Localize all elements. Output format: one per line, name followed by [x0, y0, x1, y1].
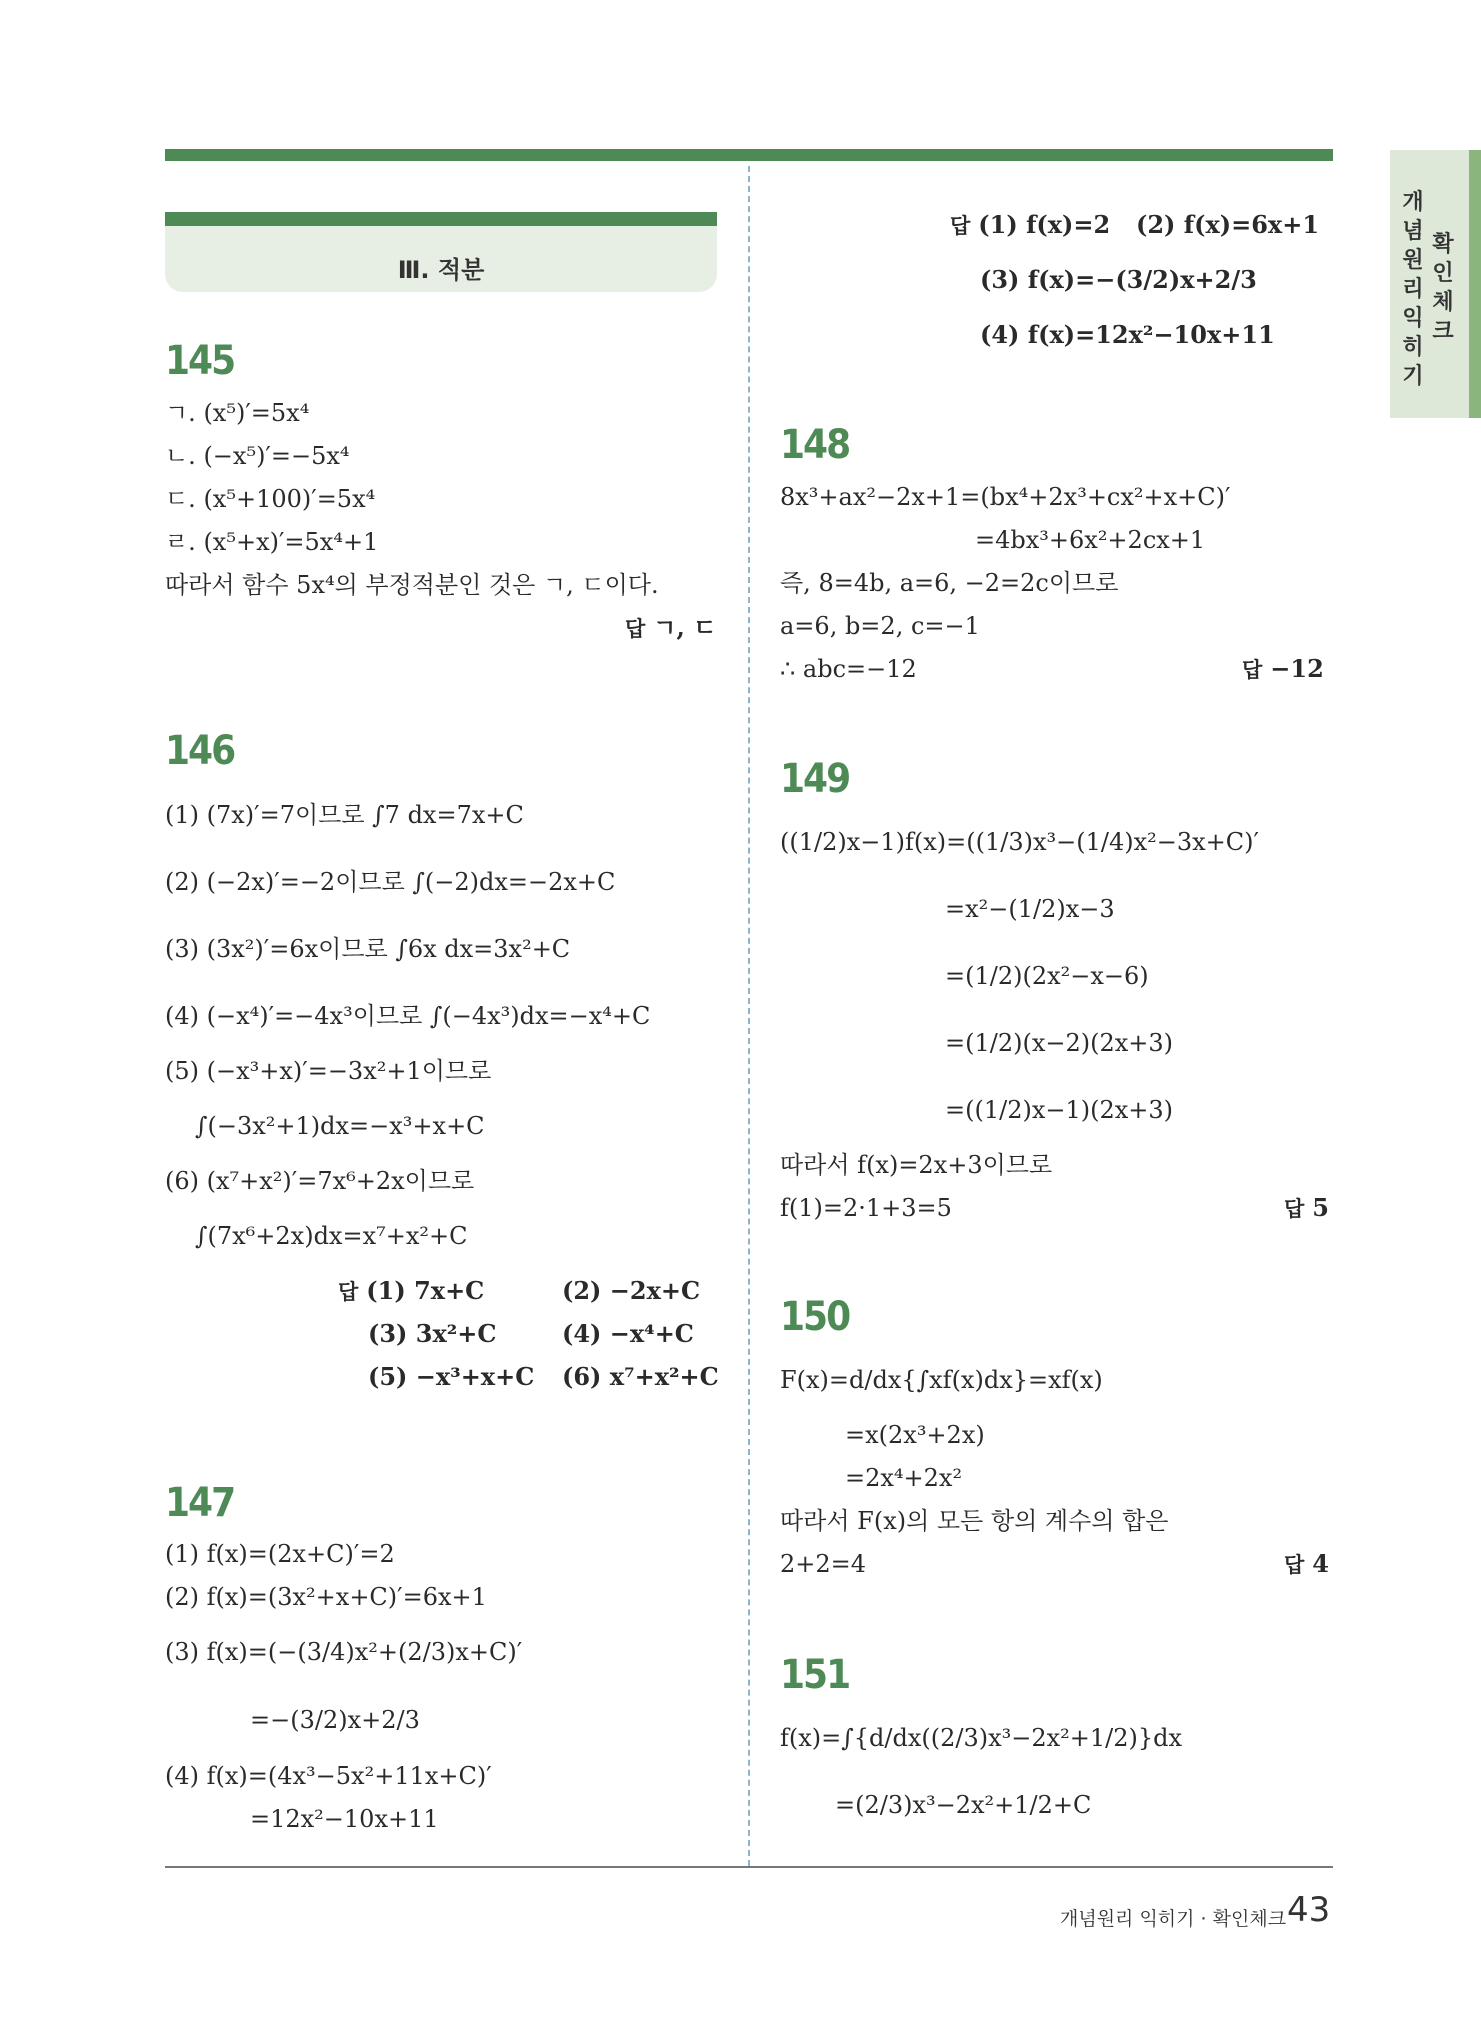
solution-line: f(1)=2·1+3=5 — [780, 1194, 952, 1222]
problem-number: 150 — [780, 1294, 850, 1340]
answer-label: 답 — [1284, 1197, 1305, 1221]
side-tab — [1390, 150, 1481, 418]
answer — [338, 1276, 484, 1307]
solution-line: 즉, 8=4b, a=6, −2=2c이므로 — [780, 569, 1119, 597]
answer-value: (3) f(x)=−(3/2)x+2/3 — [980, 265, 1257, 294]
answer-value: (5) −x³+x+C — [368, 1362, 535, 1391]
solution-line: =12x²−10x+11 — [250, 1805, 439, 1833]
answer-label: 답 — [625, 617, 646, 641]
solution-line: =4bx³+6x²+2cx+1 — [975, 526, 1206, 554]
side-char: 리 — [1402, 277, 1424, 302]
answer-label: 답 — [1284, 1553, 1305, 1577]
solution-line: 8x³+ax²−2x+1=(bx⁴+2x³+cx²+x+C)′ — [780, 483, 1231, 511]
answer-value: 5 — [1312, 1193, 1329, 1222]
answer-value: (1) 7x+C — [366, 1276, 485, 1305]
solution-line: 2+2=4 — [780, 1550, 867, 1578]
answer-value: ㄱ, ㄷ — [653, 613, 717, 642]
solution-line: ∴ abc=−12 — [780, 655, 917, 683]
side-tab-col1 — [1400, 188, 1426, 391]
solution-line: ∫(−3x²+1)dx=−x³+x+C — [195, 1112, 485, 1140]
side-char: 익 — [1402, 306, 1424, 331]
problem-number: 146 — [165, 728, 235, 774]
answer-value: 4 — [1312, 1549, 1329, 1578]
solution-line: f(x)=∫{d/dx((2/3)x³−2x²+1/2)}dx — [780, 1724, 1183, 1752]
solution-line: 따라서 함수 5x⁴의 부정적분인 것은 ㄱ, ㄷ이다. — [165, 571, 659, 599]
footer-text: 개념원리 익히기 · 확인체크 — [1060, 1908, 1287, 1930]
bottom-rule — [165, 1866, 1333, 1868]
solution-line: =(1/2)(2x²−x−6) — [945, 962, 1149, 990]
page-number: 43 — [1287, 1890, 1331, 1930]
solution-line: (3) f(x)=(−(3/4)x²+(2/3)x+C)′ — [165, 1638, 523, 1666]
problem-number: 149 — [780, 756, 850, 802]
side-char: 체 — [1432, 290, 1454, 315]
answer-label: 답 — [338, 1280, 359, 1304]
side-char: 개 — [1402, 190, 1424, 215]
solution-line: 따라서 F(x)의 모든 항의 계수의 합은 — [780, 1507, 1169, 1535]
solution-line: (1) (7x)′=7이므로 ∫7 dx=7x+C — [165, 801, 524, 829]
answer-value: −12 — [1270, 654, 1324, 683]
problem-number: 148 — [780, 422, 850, 468]
column-divider — [748, 166, 750, 1866]
answer-label: 답 — [950, 214, 971, 238]
solution-line: =((1/2)x−1)(2x+3) — [945, 1096, 1174, 1124]
chapter-title: Ⅲ. 적분 — [397, 256, 485, 284]
solution-line: ㄱ. (x⁵)′=5x⁴ — [165, 399, 310, 427]
solution-line: ㄷ. (x⁵+100)′=5x⁴ — [165, 485, 376, 513]
problem-number: 145 — [165, 338, 235, 384]
answer-value: (4) −x⁴+C — [562, 1319, 694, 1348]
solution-line: =(1/2)(x−2)(2x+3) — [945, 1029, 1174, 1057]
side-char: 크 — [1432, 319, 1454, 344]
solution-line: =−(3/2)x+2/3 — [250, 1706, 420, 1734]
solution-line: =(2/3)x³−2x²+1/2+C — [835, 1791, 1092, 1819]
solution-line: (4) (−x⁴)′=−4x³이므로 ∫(−4x³)dx=−x⁴+C — [165, 1002, 651, 1030]
solution-line: ∫(7x⁶+2x)dx=x⁷+x²+C — [195, 1222, 468, 1250]
solution-line: ㄹ. (x⁵+x)′=5x⁴+1 — [165, 528, 379, 556]
solution-line: F(x)=d/dx{∫xf(x)dx}=xf(x) — [780, 1366, 1103, 1394]
answer-value: (3) 3x²+C — [368, 1319, 497, 1348]
solution-line: (2) f(x)=(3x²+x+C)′=6x+1 — [165, 1583, 487, 1611]
answer — [1242, 654, 1324, 685]
side-char: 히 — [1402, 335, 1424, 360]
solution-line: =2x⁴+2x² — [845, 1464, 963, 1492]
answer-value: (2) −2x+C — [562, 1276, 701, 1305]
side-tab-col2 — [1430, 230, 1456, 346]
answer — [950, 210, 1110, 241]
top-rule — [165, 149, 1333, 161]
answer — [1284, 1193, 1329, 1224]
answer-label: 답 — [1242, 658, 1263, 682]
problem-number: 147 — [165, 1480, 235, 1526]
solution-line: 따라서 f(x)=2x+3이므로 — [780, 1151, 1053, 1179]
answer — [1284, 1549, 1329, 1580]
solution-line: (4) f(x)=(4x³−5x²+11x+C)′ — [165, 1762, 492, 1790]
side-char: 원 — [1402, 248, 1424, 273]
answer-value: (4) f(x)=12x²−10x+11 — [980, 320, 1275, 349]
solution-line: (1) f(x)=(2x+C)′=2 — [165, 1540, 395, 1568]
solution-line: (2) (−2x)′=−2이므로 ∫(−2)dx=−2x+C — [165, 868, 616, 896]
problem-number: 151 — [780, 1652, 850, 1698]
answer-value: (6) x⁷+x²+C — [562, 1362, 719, 1391]
solution-line: (5) (−x³+x)′=−3x²+1이므로 — [165, 1057, 492, 1085]
answer-value: (1) f(x)=2 — [978, 210, 1111, 239]
solution-line: ㄴ. (−x⁵)′=−5x⁴ — [165, 442, 350, 470]
side-char: 인 — [1432, 261, 1454, 286]
answer-value: (2) f(x)=6x+1 — [1136, 210, 1320, 239]
answer — [625, 613, 716, 644]
solution-line: =x(2x³+2x) — [845, 1421, 985, 1449]
side-char: 념 — [1402, 219, 1424, 244]
chapter-header — [165, 212, 717, 292]
side-char: 확 — [1432, 232, 1454, 257]
solution-line: a=6, b=2, c=−1 — [780, 612, 980, 640]
solution-line: =x²−(1/2)x−3 — [945, 895, 1115, 923]
solution-line: ((1/2)x−1)f(x)=((1/3)x³−(1/4)x²−3x+C)′ — [780, 828, 1259, 856]
side-char: 기 — [1402, 364, 1424, 389]
solution-line: (6) (x⁷+x²)′=7x⁶+2x이므로 — [165, 1167, 475, 1195]
solution-line: (3) (3x²)′=6x이므로 ∫6x dx=3x²+C — [165, 935, 571, 963]
